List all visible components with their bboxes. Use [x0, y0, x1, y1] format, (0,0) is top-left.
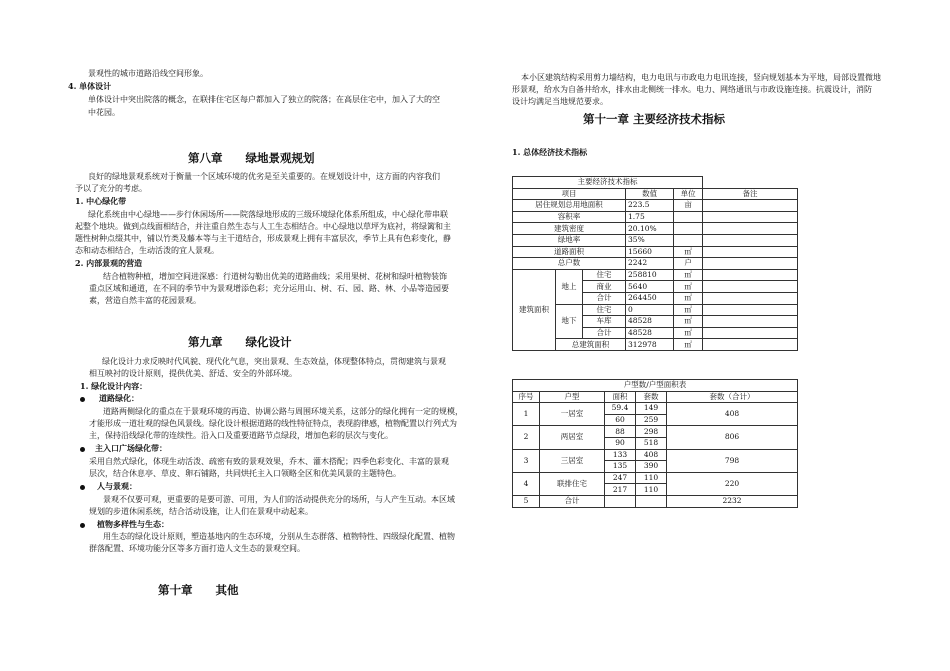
section-heading: 2. 内部景观的营造: [75, 258, 143, 268]
paragraph-line: 规划的步道休闲系统，结合活动设施，让人们在景观中动起来。: [89, 507, 313, 516]
table-row: 60 259: [513, 414, 798, 426]
paragraph-line: 道路两侧绿化的重点在于景观环境的再造、协调公路与周围环境关系，这部分的绿化拥有一定的规模，: [103, 407, 463, 416]
table-header-row: 序号 户型 面积 套数 套数（合计）: [513, 391, 798, 403]
paragraph-line: 绿化系统由中心绿地——步行休闲场所——院落绿地形成的三级环境绿化体系所组成，中心绿化带串联: [88, 210, 448, 219]
paragraph-line: 相互映衬的设计原则，提供优美、舒适、安全的外部环境。: [89, 369, 297, 378]
paragraph-line: 予以了充分的考虑。: [75, 184, 147, 193]
bullet-heading: 主入口广场绿化带：: [95, 443, 167, 453]
chapter-title: 第十章 其他: [158, 583, 239, 597]
table-row: 4 联排住宅 247 110 220: [513, 472, 798, 484]
table-row: 合计 48528 ㎡: [513, 327, 798, 339]
table-row: 135 390: [513, 461, 798, 473]
table-row: 3 三居室 133 408 798: [513, 449, 798, 461]
paragraph-line: 态和动态相结合，生动活泼的宜人景观。: [75, 246, 219, 255]
table-caption: 主要经济技术指标: [513, 177, 703, 189]
table-row: 居住规划总用地面积 223.5 亩: [513, 200, 798, 212]
paragraph-line: 采用自然式绿化，体现生动活泼、疏密有致的景观效果，乔木、灌木搭配；四季色彩变化、丰富的景观: [89, 457, 449, 466]
table-row: 道路面积 15660 ㎡: [513, 246, 798, 258]
section-heading: 1. 总体经济技术指标: [512, 147, 588, 157]
paragraph-line: 题性树种点缀其中，铺以竹类及藤本等与主干道结合，形成景观上拥有丰富层次，季节上具有色彩变化，静: [75, 234, 451, 243]
paragraph-line: 用生态的绿化设计原则，塑造基地内的生态环境，分别从生态群落、植物特性、四级绿化配置、植物: [103, 532, 455, 541]
table-row: 2 两居室 88 298 806: [513, 426, 798, 438]
chapter-title: 第九章 绿化设计: [188, 335, 292, 349]
paragraph-line: 单体设计中突出院落的概念，在联排住宅区每户都加入了独立的院落；在高层住宅中，加入了大的空: [88, 95, 440, 104]
table-row: 建筑密度 20.10%: [513, 223, 798, 235]
paragraph-line: 景观性的城市道路沿线空间形象。: [88, 69, 208, 78]
paragraph-line: 群落配置、环境功能分区等多方面打造人文生态的景观空间。: [89, 544, 305, 553]
table-row: 217 110: [513, 484, 798, 496]
paragraph-line: 素，营造自然丰富的花园景观。: [89, 296, 201, 305]
table-row: 5 合计 2232: [513, 495, 798, 507]
paragraph-line: 才能形成一道壮观的绿色风景线。绿化设计根据道路的线性特征特点，表现韵律感，植物配置以行列式为: [89, 419, 457, 428]
chapter-title: 第十一章 主要经济技术指标: [583, 112, 726, 126]
table-row: 建筑面积 地上 住宅 258810 ㎡: [513, 269, 798, 281]
bullet-icon: [80, 397, 85, 402]
table-row: 总户数 2242 户: [513, 258, 798, 270]
table-row: 车库 48528 ㎡: [513, 316, 798, 328]
paragraph-line: 良好的绿地景观系统对于衡量一个区域环境的优劣是至关重要的。在规划设计中，这方面的内容我们: [88, 172, 440, 181]
economic-indicators-table: [512, 176, 798, 351]
table-row: 商业 5640 ㎡: [513, 281, 798, 293]
paragraph-line: 形景观，给水为自备井给水，排水由北侧统一排水。电力、网络通讯与市政设施连接。抗震设计，消防: [512, 85, 872, 94]
paragraph-line: 绿化设计力求反映时代风貌、现代化气息，突出景观、生态效益，体现整体特点，贯彻建筑与景观: [102, 357, 446, 366]
bullet-icon: [80, 485, 85, 490]
unit-type-table: [512, 379, 798, 508]
section-heading: 1. 绿化设计内容：: [80, 381, 148, 391]
table-caption: 户型数/户型面积表: [513, 380, 798, 392]
paragraph-line: 结合植物种植，增加空间进深感：行道树勾勒出优美的道路曲线；采用果树、花树和绿叶植物装饰: [103, 272, 447, 281]
section-heading: 4. 单体设计: [68, 81, 112, 91]
bullet-heading: 植物多样性与生态：: [97, 519, 169, 529]
table-row: 绿地率 35%: [513, 234, 798, 246]
table-row: 90 518: [513, 437, 798, 449]
chapter-title: 第八章 绿地景观规划: [188, 151, 315, 165]
section-heading: 1. 中心绿化带: [75, 196, 127, 206]
paragraph-line: 层次，结合休息亭、草皮、卵石铺路，共同烘托主入口领略全区和优美风景的主题特色。: [89, 469, 401, 478]
paragraph-line: 重点区域和通道，在不同的季节中为景观增添色彩；充分运用山、树、石、园、路、林、小品等造园要: [89, 284, 449, 293]
table-header-row: 项目 数值 单位 备注: [513, 188, 798, 200]
paragraph-line: 本小区建筑结构采用剪力墙结构，电力电讯与市政电力电讯连接，竖向规划基本为平地，局部设置微地: [521, 73, 881, 82]
bullet-heading: 人与景观：: [97, 481, 137, 491]
table-row: 总建筑面积 312978 ㎡: [513, 339, 798, 351]
bullet-icon: [80, 447, 85, 452]
bullet-icon: [80, 523, 85, 528]
paragraph-line: 景观不仅要可观，更重要的是要可游、可用，为人们的活动提供充分的场所，与人产生互动。本区域: [103, 495, 455, 504]
table-row: 容积率 1.75: [513, 211, 798, 223]
paragraph-line: 中花园。: [88, 108, 120, 117]
table-row: 1 一居室 59.4 149 408: [513, 403, 798, 415]
table-row: 合计 264450 ㎡: [513, 292, 798, 304]
paragraph-line: 主，保持沿线绿化带的连续性。沿入口及重要道路节点绿段，增加色彩的层次与变化。: [89, 431, 393, 440]
paragraph-line: 起整个地块。做到点线面相结合，并注重自然生态与人工生态相结合。中心绿地以草坪为底衬，将绿篱和主: [75, 222, 451, 231]
paragraph-line: 设计均满足当地规范要求。: [512, 97, 608, 106]
bullet-heading: 道路绿化：: [99, 393, 139, 403]
table-row: 地下 住宅 0 ㎡: [513, 304, 798, 316]
